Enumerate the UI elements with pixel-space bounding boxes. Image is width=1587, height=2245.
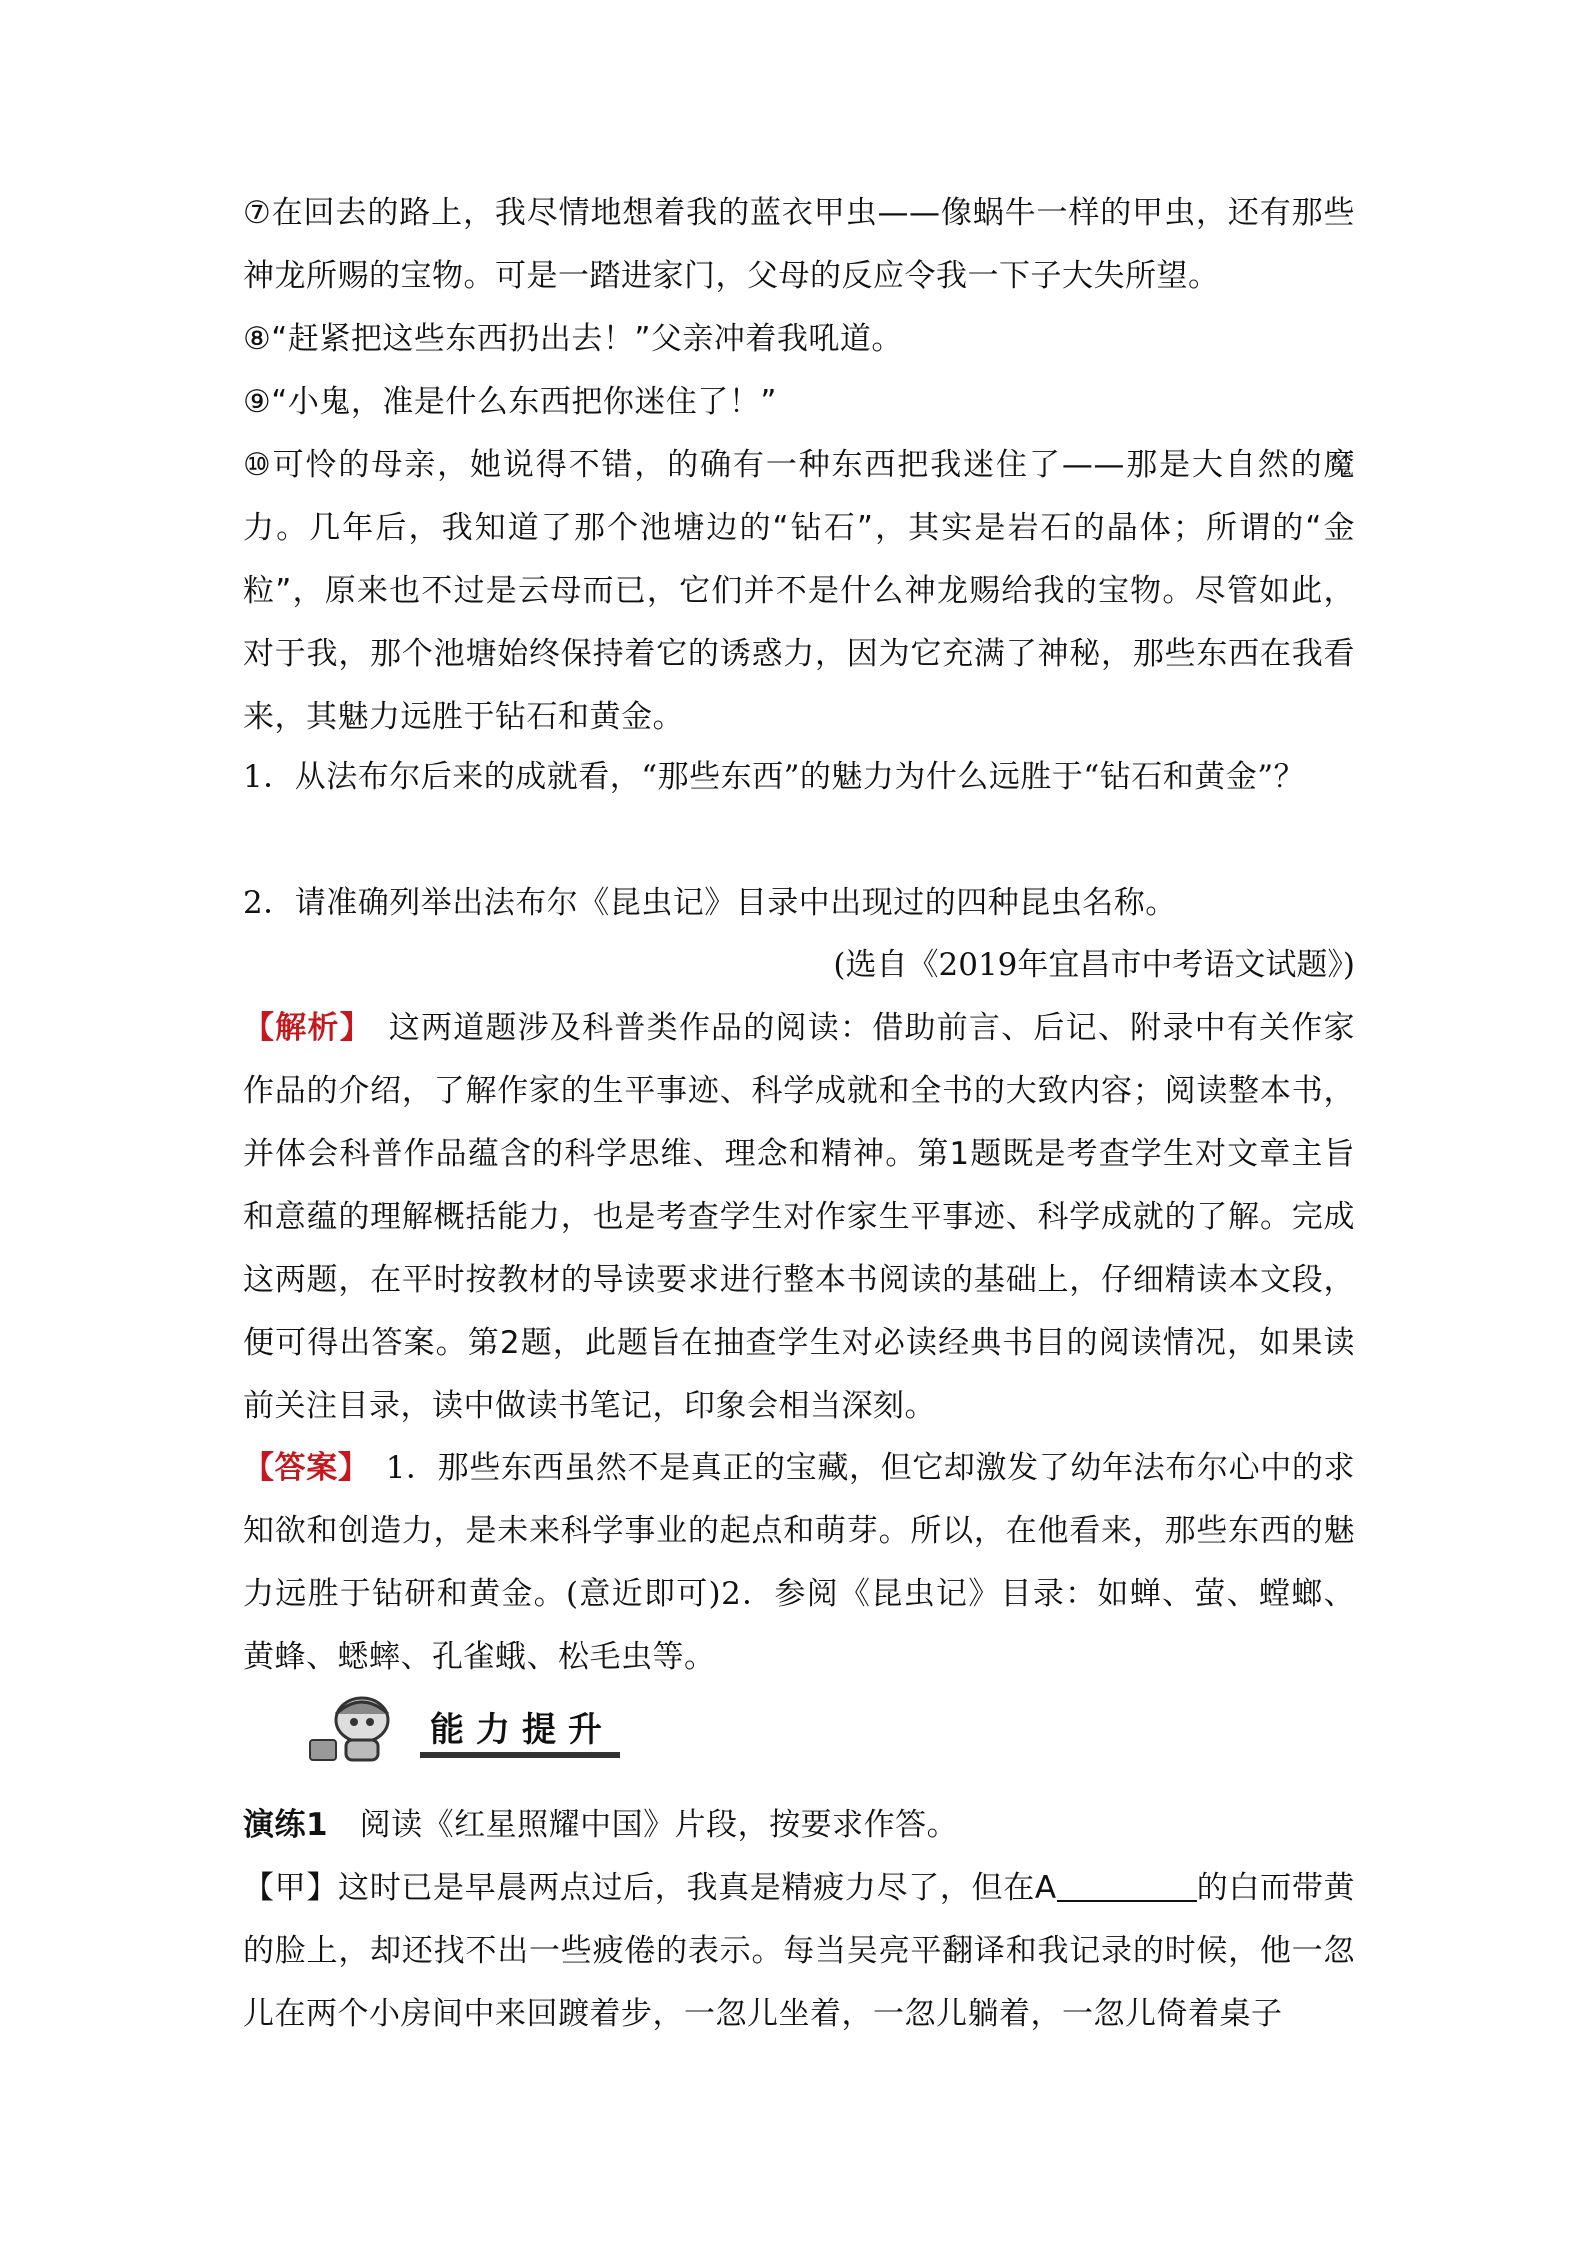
jia-tag: 【甲】 (243, 1870, 339, 1906)
mascot-icon (300, 1690, 420, 1770)
exercise-label: 演练1 (243, 1807, 329, 1843)
paragraph-10: ⑩可怜的母亲，她说得不错，的确有一种东西把我迷住了——那是大自然的魔力。几年后，我知道了那个池塘边的“钻石”，其实是岩石的晶体；所谓的“金粒”，原来也不过是云母而已，它们并不是什么神龙赐给我的宝物。尽管如此，对于我，那个池塘始终保持着它的诱惑力，因为它充满了神秘，那些东西在我看来，其魅力远胜于钻石和黄金。 (243, 447, 1355, 735)
answer-tag: 【答案】 (243, 1450, 355, 1486)
banner-title: 能力提升 (430, 1710, 614, 1750)
analysis-text: 这两道题涉及科普类作品的阅读：借助前言、后记、附录中有关作家作品的介绍，了解作家的生平事迹、科学成就和全书的大致内容；阅读整本书，并体会科普作品蕴含的科学思维、理念和精神。第1题既是考查学生对文章主旨和意蕴的理解概括能力，也是考查学生对作家生平事迹、科学成就的了解。完成这两题，在平时按教材的导读要求进行整本书阅读的基础上，仔细精读本文段，便可得出答案。第2题，此题旨在抽查学生对必读经典书目的阅读情况，如果读前关注目录，读中做读书笔记，印象会相当深刻。 (243, 1010, 1356, 1424)
analysis-tag: 【解析】 (243, 1010, 357, 1046)
jia-text-before: 这时已是早晨两点过后，我真是精疲力尽了，但在A (338, 1870, 1057, 1906)
question-source: (选自《2019年宜昌市中考语文试题》) (833, 947, 1355, 983)
answer-text: 1．那些东西虽然不是真正的宝藏，但它却激发了幼年法布尔心中的求知欲和创造力，是未来科学事业的起点和萌芽。所以，在他看来，那些东西的魅力远胜于钻研和黄金。(意近即可)2．参阅《昆虫记》目录：如蝉、萤、螳螂、黄蜂、蟋蟀、孔雀蛾、松毛虫等。 (243, 1450, 1355, 1675)
paragraph-8: ⑧“赶紧把这些东西扔出去！”父亲冲着我吼道。 (243, 321, 903, 357)
paragraph-7: ⑦在回去的路上，我尽情地想着我的蓝衣甲虫——像蜗牛一样的甲虫，还有那些神龙所赐的宝物。可是一踏进家门，父母的反应令我一下子大失所望。 (243, 195, 1355, 294)
question-1: 1．从法布尔后来的成就看，“那些东西”的魅力为什么远胜于“钻石和黄金”？ (243, 759, 1306, 795)
blank-a (1057, 1869, 1197, 1902)
question-2: 2．请准确列举出法布尔《昆虫记》目录中出现过的四种昆虫名称。 (243, 885, 1177, 921)
analysis-block (243, 997, 1355, 1438)
passage-jia (243, 1857, 1355, 2046)
exercise-instruction: 阅读《红星照耀中国》片段，按要求作答。 (359, 1807, 959, 1843)
section-banner (300, 1690, 630, 1770)
paragraph-9: ⑨“小鬼，准是什么东西把你迷住了！” (243, 384, 777, 420)
jia-text-after: 的白而带黄的脸上，却还找不出一些疲倦的表示。每当吴亮平翻译和我记录的时候，他一忽儿在两个小房间中来回踱着步，一忽儿坐着，一忽儿躺着，一忽儿倚着桌子 (243, 1870, 1355, 2032)
exercise-heading (243, 1794, 1355, 1857)
answer-block (243, 1437, 1355, 1689)
banner-underline (420, 1752, 620, 1758)
